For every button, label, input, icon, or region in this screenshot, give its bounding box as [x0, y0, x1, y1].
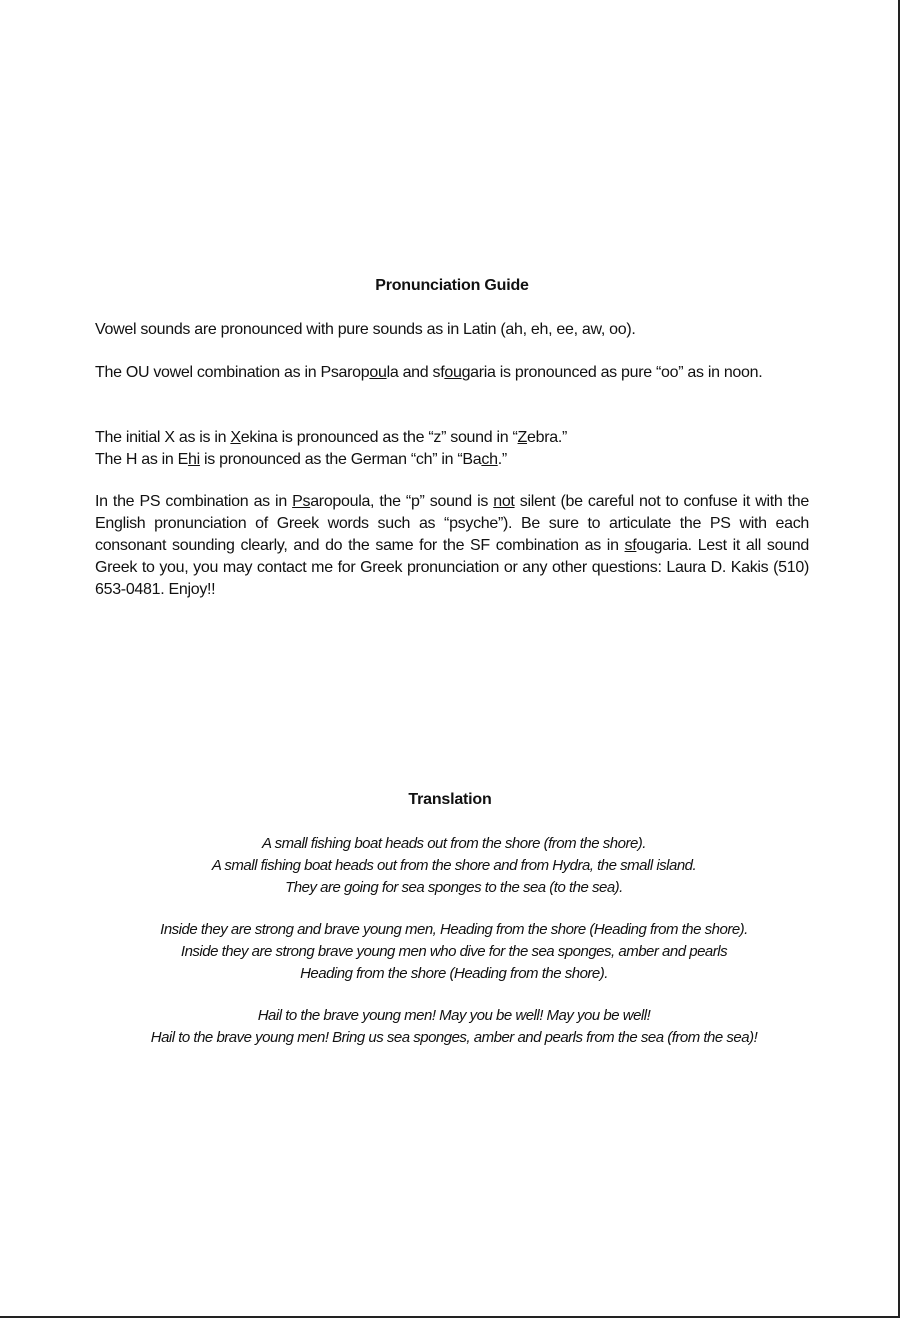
ps-text-1: In the PS combination as in — [95, 493, 293, 510]
x-text-3: ebra.” — [527, 429, 568, 446]
translation-stanza-1 — [4, 833, 900, 899]
ps-combination-text — [95, 491, 809, 601]
x-underlined-2: Z — [517, 429, 528, 446]
x-text-1: The initial X as is in — [95, 429, 231, 446]
ou-text-3: garia is pronounced as pure “oo” as in noon. — [461, 364, 763, 381]
ps-text-2: aropoula, the “p” sound is — [310, 493, 494, 510]
ou-text-1: The OU vowel combination as in Psarop — [95, 364, 370, 381]
translation-line: Hail to the brave young men! Bring us sea sponges, amber and pearls from the sea (from the sea)! — [150, 1029, 758, 1046]
ps-underlined-not: not — [493, 493, 515, 510]
translation-line: They are going for sea sponges to the sea (to the sea). — [285, 879, 623, 896]
translation-title: Translation — [408, 791, 492, 808]
ou-combination-text — [95, 362, 809, 384]
vowel-sounds-text: Vowel sounds are pronounced with pure sounds as in Latin (ah, eh, ee, aw, oo). — [95, 321, 636, 338]
h-underlined-1: hi — [188, 451, 200, 468]
translation-line: Inside they are strong brave young men who dive for the sea sponges, amber and pearls — [180, 943, 728, 960]
translation-line: Hail to the brave young men! May you be well! May you be well! — [257, 1007, 651, 1024]
h-text-1: The H as in E — [95, 451, 189, 468]
x-underlined-1: X — [230, 429, 241, 446]
ou-text-2: la and sf — [386, 364, 445, 381]
initial-x-text — [95, 427, 809, 449]
x-and-h-paragraph — [95, 427, 809, 471]
h-underlined-2: ch — [481, 451, 498, 468]
ps-combination-paragraph — [95, 491, 809, 601]
h-text-3: .” — [497, 451, 507, 468]
translation-stanza-2 — [4, 919, 900, 985]
ps-text-4: ougaria. Lest it all sound Greek to you, you may contact me for Greek pronunciation or any other questions: Laura D. Kakis (510) 653-0481. Enjoy!! — [95, 537, 809, 598]
h-sound-text — [95, 449, 809, 471]
ps-underlined-sf: sf — [624, 537, 637, 554]
ou-underlined-2: ou — [444, 364, 462, 381]
translation-line: A small fishing boat heads out from the shore and from Hydra, the small island. — [211, 857, 697, 874]
translation-stanza-3 — [4, 1005, 900, 1049]
ou-combination-paragraph — [95, 362, 809, 384]
ou-underlined-1: ou — [369, 364, 387, 381]
ps-underlined-1: Ps — [292, 493, 311, 510]
translation-line: A small fishing boat heads out from the shore (from the shore). — [262, 835, 646, 852]
translation-line: Inside they are strong and brave young men, Heading from the shore (Heading from the shore). — [160, 921, 748, 938]
h-text-2: is pronounced as the German “ch” in “Ba — [199, 451, 482, 468]
translation-line: Heading from the shore (Heading from the shore). — [300, 965, 608, 982]
pronunciation-guide-title: Pronunciation Guide — [375, 277, 529, 294]
ps-text-3: silent (be careful not to confuse it with the English pronunciation of Greek words such as “psyche”). Be sure to articulate the PS with each consonant sounding clearly, and do the same for the SF combination as in — [95, 493, 810, 554]
x-text-2: ekina is pronounced as the “z” sound in “ — [240, 429, 518, 446]
vowel-sounds-paragraph — [95, 319, 809, 341]
